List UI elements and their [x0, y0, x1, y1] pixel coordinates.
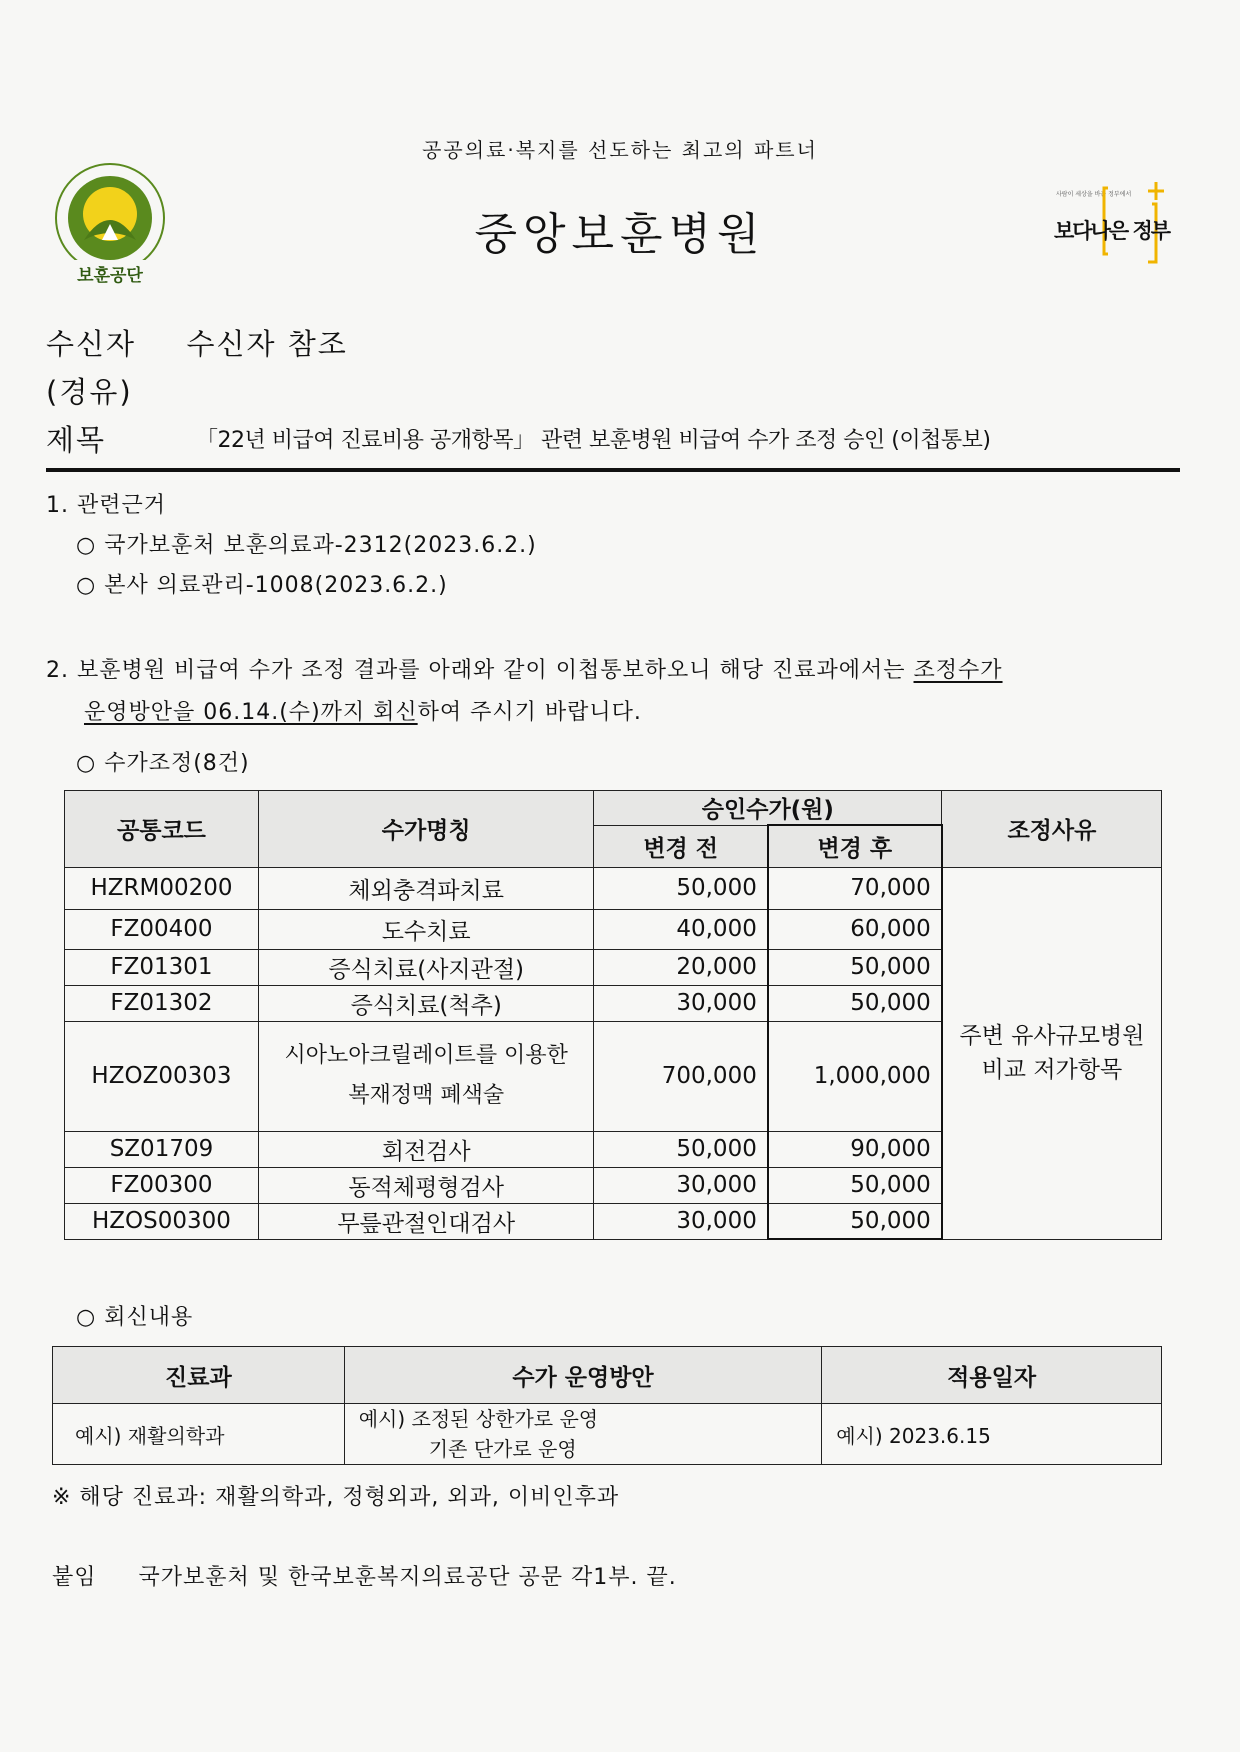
attachment-label: 붙임 [52, 1565, 97, 1590]
row-name: 증식치료(사지관절) [258, 949, 594, 985]
row-code: FZ01301 [65, 949, 259, 985]
row-before: 50,000 [594, 867, 768, 909]
fee-adjustment-table [64, 790, 1162, 1240]
row-after: 50,000 [768, 949, 942, 985]
section1-heading: 1. 관련근거 [46, 493, 166, 518]
row-name-line-1: 시아노아크릴레이트를 이용한 [284, 1043, 568, 1068]
reply-table-caption: ○ 회신내용 [76, 1305, 194, 1330]
row-code: FZ00300 [65, 1167, 259, 1203]
section2-paragraph [46, 650, 1182, 734]
row-code: FZ01302 [65, 985, 259, 1021]
reply-plan-line-1: 예시) 조정된 상한가로 운영 [358, 1407, 599, 1431]
row-name: 체외충격파치료 [258, 867, 594, 909]
row-after: 50,000 [768, 985, 942, 1021]
row-code: HZOS00300 [65, 1203, 259, 1239]
right-logo-text: 보다나은 정부 [1054, 219, 1170, 243]
reply-plan [344, 1404, 822, 1465]
row-after: 50,000 [768, 1167, 942, 1203]
row-name: 무릎관절인대검사 [258, 1203, 594, 1239]
subject-label: 제목 [46, 423, 107, 457]
reply-row [53, 1404, 1162, 1465]
slogan: 공공의료·복지를 선도하는 최고의 파트너 [422, 138, 818, 162]
section1-item-1: ○ 국가보훈처 보훈의료과-2312(2023.6.2.) [76, 533, 537, 558]
row-before: 30,000 [594, 1203, 768, 1239]
row-after: 90,000 [768, 1131, 942, 1167]
row-before: 30,000 [594, 1167, 768, 1203]
row-before: 40,000 [594, 909, 768, 949]
recipient-value: 수신자 참조 [186, 327, 348, 361]
row-name: 동적체평형검사 [258, 1167, 594, 1203]
org-title: 중앙보훈병원 [474, 209, 766, 260]
recipient-label: 수신자 [46, 327, 137, 361]
reply-date: 예시) 2023.6.15 [822, 1404, 1162, 1465]
row-before: 30,000 [594, 985, 768, 1021]
attachment-value: 국가보훈처 및 한국보훈복지의료공단 공문 각1부. 끝. [138, 1565, 677, 1590]
row-after: 60,000 [768, 909, 942, 949]
row-code: FZ00400 [65, 909, 259, 949]
reply-header-date: 적용일자 [822, 1347, 1162, 1404]
row-after: 1,000,000 [768, 1021, 942, 1131]
reason-cell [942, 867, 1162, 1239]
subject-text: 「22년 비급여 진료비용 공개항목」 관련 보훈병원 비급여 수가 조정 승인 (이첩통보) [196, 428, 991, 453]
reason-line-1: 주변 유사규모병원 [959, 1023, 1145, 1049]
row-before: 50,000 [594, 1131, 768, 1167]
row-name: 증식치료(척추) [258, 985, 594, 1021]
via-label: (경유) [46, 375, 133, 409]
header-before: 변경 전 [594, 825, 768, 867]
row-before: 20,000 [594, 949, 768, 985]
row-code: SZ01709 [65, 1131, 259, 1167]
attachment-row [52, 1560, 677, 1591]
section2-text-a: 보훈병원 비급여 수가 조정 결과를 아래와 같이 이첩통보하오니 해당 진료과에서는 [77, 658, 914, 683]
section2-number: 2. [46, 658, 69, 683]
header-approved: 승인수가(원) [594, 791, 942, 826]
left-logo-label: 보훈공단 [77, 266, 143, 286]
row-after: 70,000 [768, 867, 942, 909]
section2-underline-a: 조정수가 [913, 658, 1003, 683]
section1-item-2: ○ 본사 의료관리-1008(2023.6.2.) [76, 573, 448, 598]
header-name: 수가명칭 [258, 791, 594, 868]
row-name [258, 1021, 594, 1131]
row-name: 도수치료 [258, 909, 594, 949]
section2-text-b: 하여 주시기 바랍니다. [417, 700, 642, 725]
subject-divider [46, 468, 1180, 472]
header-code: 공통코드 [65, 791, 259, 868]
header-after: 변경 후 [768, 825, 942, 867]
row-after: 50,000 [768, 1203, 942, 1239]
department-note: ※ 해당 진료과: 재활의학과, 정형외과, 외과, 이비인후과 [52, 1485, 620, 1510]
adjust-table-caption: ○ 수가조정(8건) [76, 751, 250, 776]
row-code: HZRM00200 [65, 867, 259, 909]
reply-dept: 예시) 재활의학과 [53, 1404, 345, 1465]
row-name: 회전검사 [258, 1131, 594, 1167]
row-before: 700,000 [594, 1021, 768, 1131]
table-row [65, 867, 1162, 909]
section2-underline-b: 운영방안을 06.14.(수)까지 회신 [84, 700, 418, 725]
better-government-logo [1052, 180, 1172, 280]
reply-plan-line-2: 기존 단가로 운영 [428, 1437, 577, 1461]
row-name-line-2: 복재정맥 폐색술 [348, 1083, 505, 1108]
row-code: HZOZ00303 [65, 1021, 259, 1131]
right-logo-small-text: 사람이 세상을 바꾼 정부에서 [1056, 191, 1132, 198]
reason-line-2: 비교 저가항목 [981, 1057, 1123, 1083]
recipient-row [46, 322, 348, 363]
reply-table [52, 1346, 1162, 1465]
reply-header-plan: 수가 운영방안 [344, 1347, 822, 1404]
header-reason: 조정사유 [942, 791, 1162, 868]
reply-header-dept: 진료과 [53, 1347, 345, 1404]
